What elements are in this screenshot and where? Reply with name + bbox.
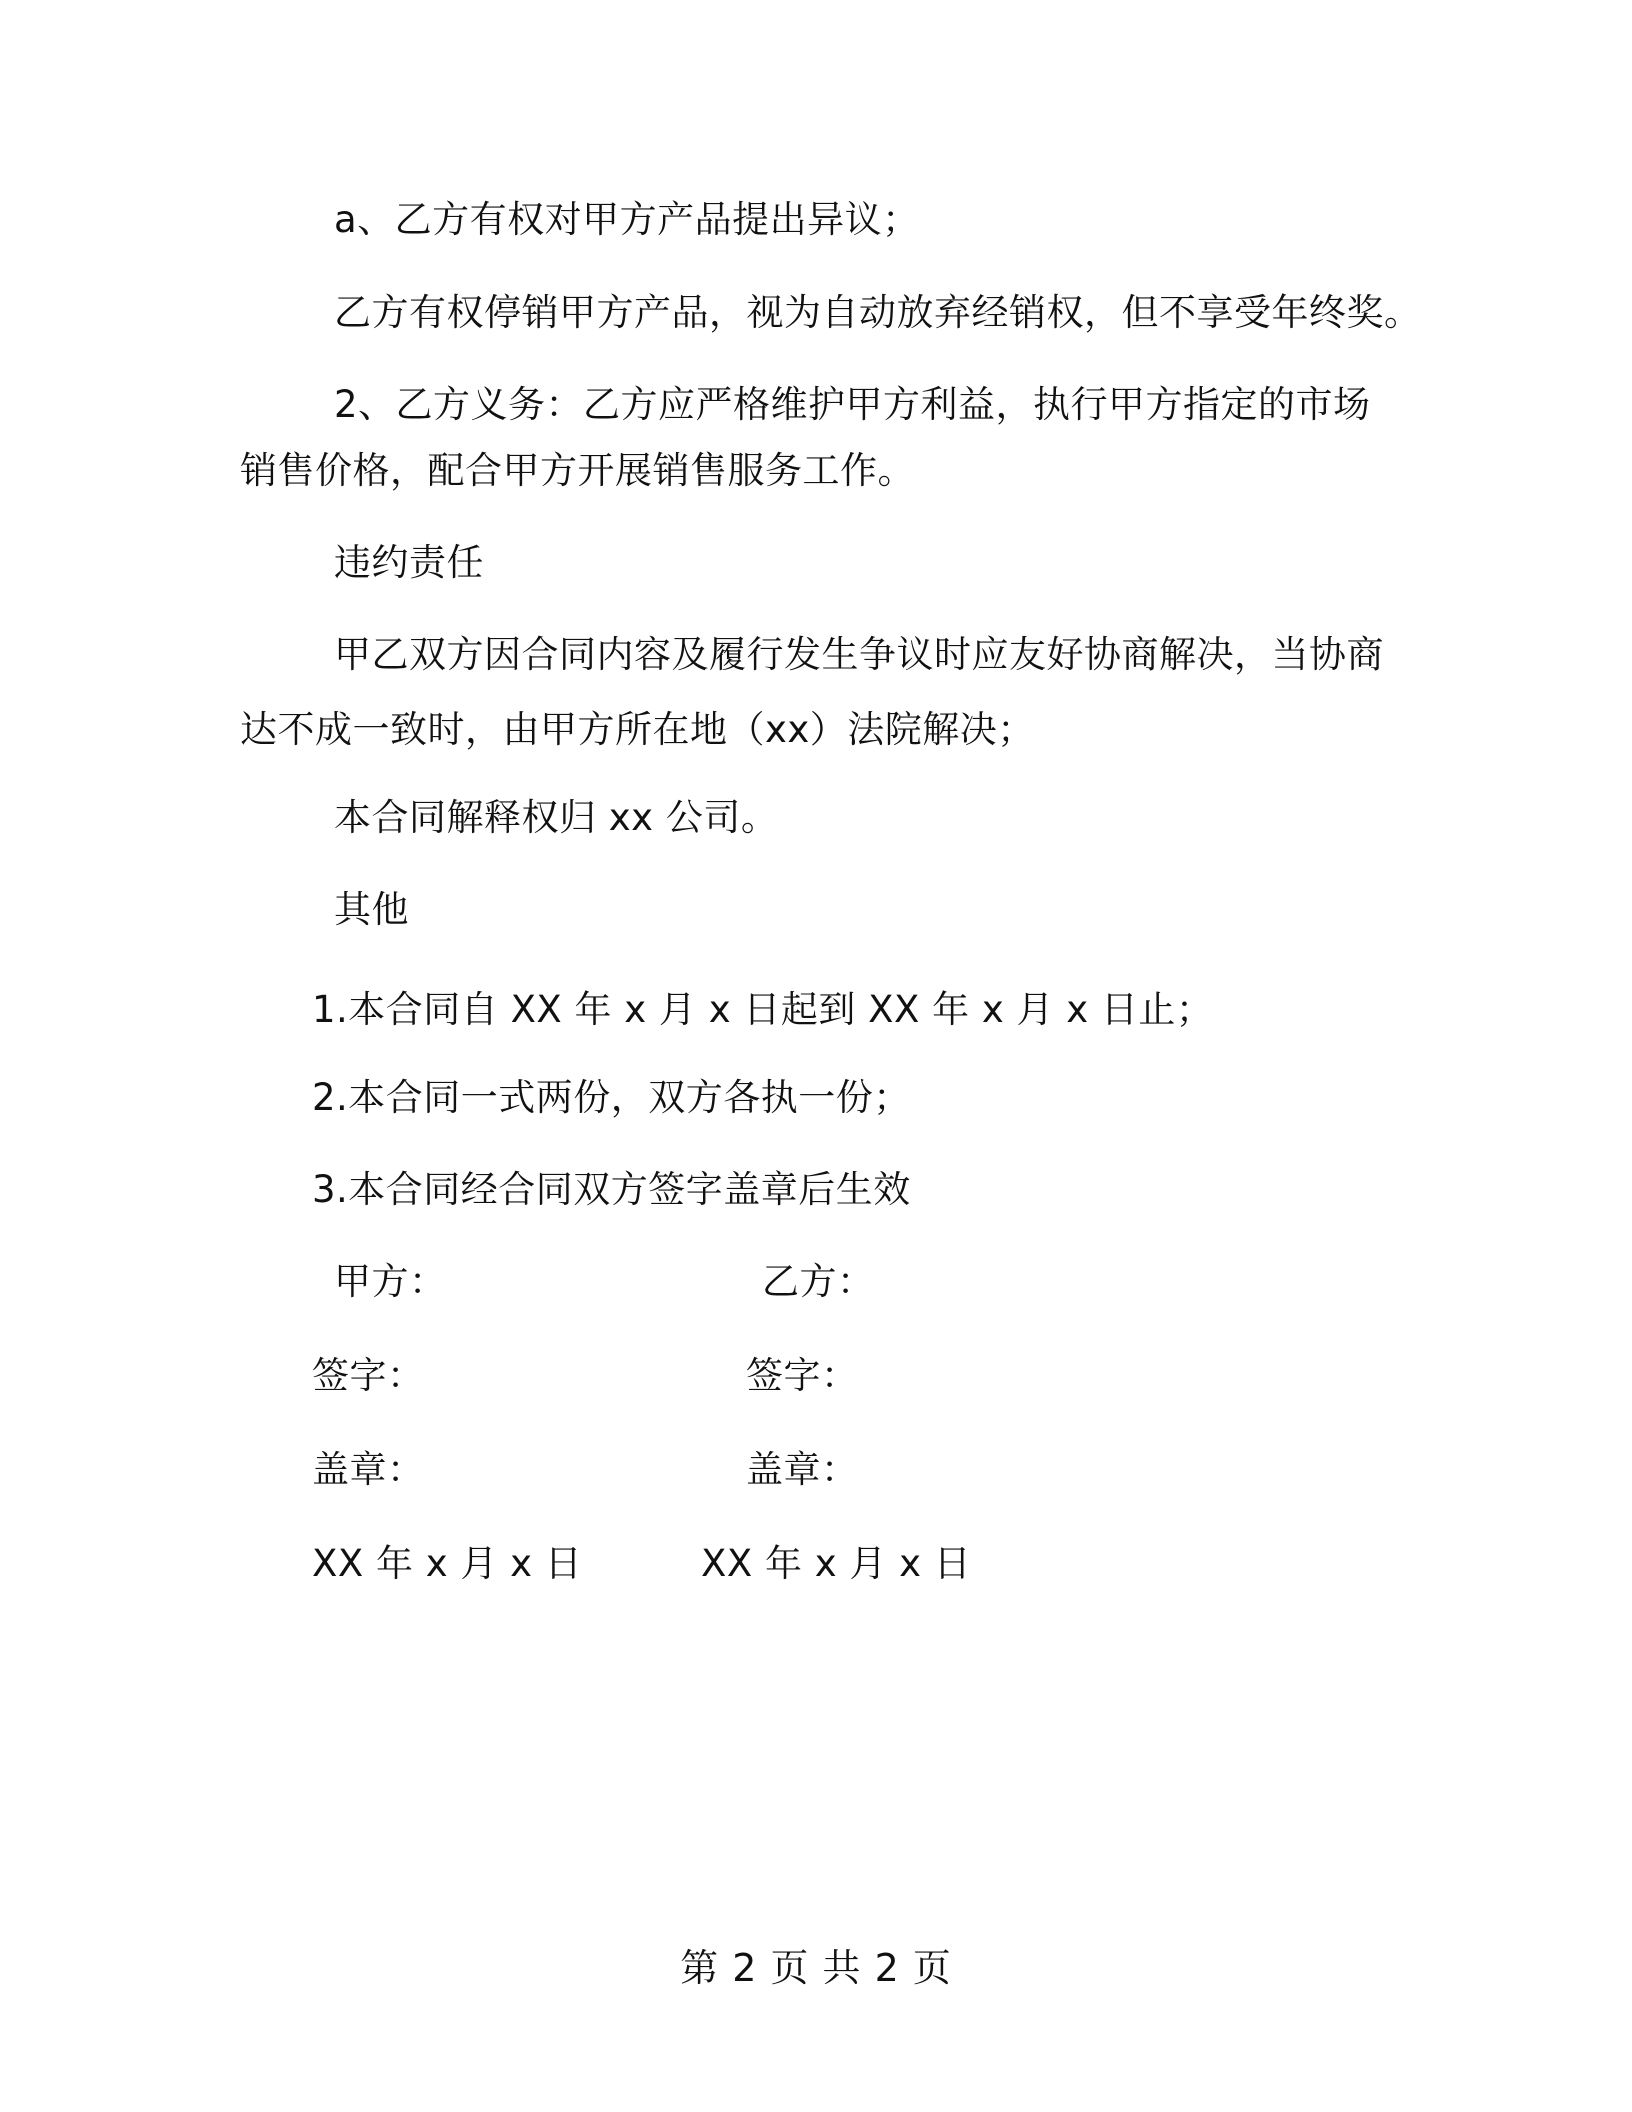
other-item-1: 1.本合同自 XX 年 x 月 x 日起到 XX 年 x 月 x 日止； bbox=[312, 988, 1214, 1031]
party-b-date: XX 年 x 月 x 日 bbox=[701, 1542, 972, 1585]
obligations-line-2: 销售价格，配合甲方开展销售服务工作。 bbox=[240, 449, 915, 492]
other-item-2: 2.本合同一式两份，双方各执一份； bbox=[312, 1076, 911, 1119]
rights-stop-sale: 乙方有权停销甲方产品，视为自动放弃经销权，但不享受年终奖。 bbox=[334, 291, 1422, 334]
other-item-3: 3.本合同经合同双方签字盖章后生效 bbox=[312, 1168, 911, 1211]
party-a-sign: 签字： bbox=[312, 1354, 425, 1397]
breach-interpretation: 本合同解释权归 xx 公司。 bbox=[334, 796, 779, 839]
party-a-date: XX 年 x 月 x 日 bbox=[312, 1542, 583, 1585]
party-a-seal: 盖章： bbox=[312, 1448, 425, 1491]
other-heading: 其他 bbox=[334, 888, 409, 931]
party-b-sign: 签字： bbox=[746, 1354, 859, 1397]
breach-line-2: 达不成一致时，由甲方所在地（xx）法院解决； bbox=[240, 708, 1035, 751]
page-number: 第 2 页 共 2 页 bbox=[680, 1946, 952, 1990]
breach-heading: 违约责任 bbox=[334, 541, 484, 584]
party-b-seal: 盖章： bbox=[746, 1448, 859, 1491]
breach-line-1: 甲乙双方因合同内容及履行发生争议时应友好协商解决，当协商 bbox=[334, 633, 1384, 676]
obligations-line-1: 2、乙方义务：乙方应严格维护甲方利益，执行甲方指定的市场 bbox=[334, 383, 1371, 426]
party-b-label: 乙方： bbox=[762, 1260, 875, 1303]
rights-item-a: a、乙方有权对甲方产品提出异议； bbox=[334, 198, 920, 241]
party-a-label: 甲方： bbox=[334, 1260, 447, 1303]
